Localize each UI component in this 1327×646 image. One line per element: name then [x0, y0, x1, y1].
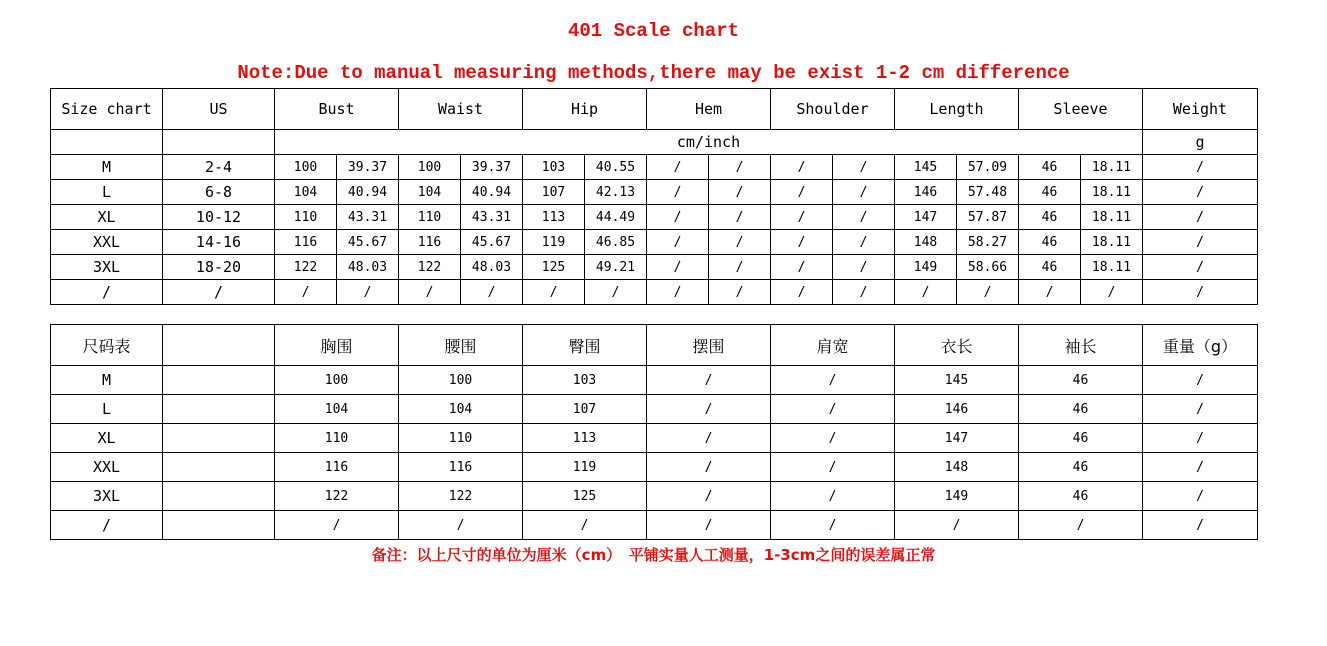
- measure-cell: /: [957, 280, 1019, 305]
- measure-cell: 46: [1019, 180, 1081, 205]
- header-size-chart: Size chart: [51, 89, 163, 130]
- weight-cell: /: [1143, 230, 1258, 255]
- unit-empty: [51, 130, 163, 155]
- measure-cell: 46: [1019, 395, 1143, 424]
- header-shoulder: Shoulder: [771, 89, 895, 130]
- measure-cell: /: [771, 255, 833, 280]
- size-cell: XXL: [51, 453, 163, 482]
- measure-cell: 146: [895, 395, 1019, 424]
- measure-cell: 103: [523, 155, 585, 180]
- measure-cell: 116: [275, 453, 399, 482]
- measure-cell: 110: [399, 424, 523, 453]
- weight-cell: /: [1143, 366, 1258, 395]
- header-length: Length: [895, 89, 1019, 130]
- header-hip: Hip: [523, 89, 647, 130]
- measure-cell: 116: [399, 230, 461, 255]
- measure-cell: 58.66: [957, 255, 1019, 280]
- us-size-cell: 18-20: [163, 255, 275, 280]
- measure-cell: 119: [523, 453, 647, 482]
- measure-cell: 148: [895, 230, 957, 255]
- measure-cell: 46: [1019, 424, 1143, 453]
- weight-cell: /: [1143, 453, 1258, 482]
- measure-cell: /: [833, 280, 895, 305]
- measure-cell: /: [647, 230, 709, 255]
- measure-cell: 57.87: [957, 205, 1019, 230]
- measure-cell: /: [833, 255, 895, 280]
- weight-cell: /: [1143, 395, 1258, 424]
- measure-cell: /: [647, 280, 709, 305]
- measure-cell: 39.37: [461, 155, 523, 180]
- size-cell: 3XL: [51, 255, 163, 280]
- unit-cm-inch: cm/inch: [275, 130, 1143, 155]
- measure-cell: /: [709, 255, 771, 280]
- table-row: [51, 155, 1258, 180]
- measure-cell: 122: [275, 255, 337, 280]
- table-row: [51, 395, 1258, 424]
- measure-cell: 40.94: [337, 180, 399, 205]
- size-cell: 3XL: [51, 482, 163, 511]
- measure-cell: /: [1019, 511, 1143, 540]
- measure-cell: /: [399, 280, 461, 305]
- measure-cell: /: [461, 280, 523, 305]
- measure-cell: 43.31: [337, 205, 399, 230]
- measure-cell: /: [523, 280, 585, 305]
- measure-cell: 104: [275, 180, 337, 205]
- table-row: [51, 280, 1258, 305]
- measure-cell: 57.09: [957, 155, 1019, 180]
- weight-cell: /: [1143, 180, 1258, 205]
- measure-cell: 46: [1019, 453, 1143, 482]
- unit-weight: g: [1143, 130, 1258, 155]
- measure-cell: 145: [895, 366, 1019, 395]
- size-cell: L: [51, 395, 163, 424]
- weight-cell: /: [1143, 511, 1258, 540]
- measure-cell: 58.27: [957, 230, 1019, 255]
- measure-cell: 18.11: [1081, 180, 1143, 205]
- header-empty-cn: [163, 325, 275, 366]
- measure-cell: /: [771, 366, 895, 395]
- size-cell: XL: [51, 205, 163, 230]
- measure-cell: 39.37: [337, 155, 399, 180]
- measure-cell: /: [771, 511, 895, 540]
- measure-cell: 100: [275, 155, 337, 180]
- measure-cell: /: [647, 155, 709, 180]
- header-row: [51, 89, 1258, 130]
- measure-cell: 122: [399, 482, 523, 511]
- measure-cell: /: [895, 280, 957, 305]
- measure-cell: /: [833, 155, 895, 180]
- measure-cell: 18.11: [1081, 155, 1143, 180]
- measure-cell: 18.11: [1081, 255, 1143, 280]
- measure-cell: /: [647, 511, 771, 540]
- measure-cell: /: [275, 280, 337, 305]
- measure-cell: /: [709, 155, 771, 180]
- measure-cell: /: [771, 453, 895, 482]
- measure-cell: 149: [895, 255, 957, 280]
- measure-cell: /: [647, 205, 709, 230]
- size-cell: XXL: [51, 230, 163, 255]
- measure-cell: /: [709, 280, 771, 305]
- measure-cell: 46: [1019, 230, 1081, 255]
- measure-cell: /: [771, 280, 833, 305]
- measure-cell: 149: [895, 482, 1019, 511]
- table-row: [51, 453, 1258, 482]
- measure-cell: /: [771, 155, 833, 180]
- measure-cell: 110: [275, 424, 399, 453]
- measure-cell: /: [647, 366, 771, 395]
- table-row: [51, 424, 1258, 453]
- measure-cell: 40.94: [461, 180, 523, 205]
- header-us: US: [163, 89, 275, 130]
- measure-cell: /: [337, 280, 399, 305]
- measure-cell: 57.48: [957, 180, 1019, 205]
- measure-cell: 18.11: [1081, 205, 1143, 230]
- measure-cell: /: [1081, 280, 1143, 305]
- header-row: [51, 325, 1258, 366]
- measure-cell: 104: [399, 180, 461, 205]
- measure-cell: /: [399, 511, 523, 540]
- us-size-cell: [163, 511, 275, 540]
- table-row: [51, 366, 1258, 395]
- weight-cell: /: [1143, 482, 1258, 511]
- measure-cell: /: [771, 482, 895, 511]
- us-size-cell: [163, 424, 275, 453]
- size-chart-chinese: [50, 324, 1258, 540]
- measure-cell: 45.67: [461, 230, 523, 255]
- measure-cell: 18.11: [1081, 230, 1143, 255]
- measure-cell: 103: [523, 366, 647, 395]
- us-size-cell: [163, 366, 275, 395]
- measure-cell: 44.49: [585, 205, 647, 230]
- measure-cell: 100: [399, 366, 523, 395]
- weight-cell: /: [1143, 205, 1258, 230]
- header-sleeve: Sleeve: [1019, 89, 1143, 130]
- us-size-cell: 6-8: [163, 180, 275, 205]
- header-weight: Weight: [1143, 89, 1258, 130]
- measure-cell: /: [771, 180, 833, 205]
- header-hip-cn: 臀围: [523, 325, 647, 366]
- measure-cell: /: [275, 511, 399, 540]
- measure-cell: 116: [399, 453, 523, 482]
- measure-cell: 100: [399, 155, 461, 180]
- measure-cell: 46: [1019, 366, 1143, 395]
- size-cell: /: [51, 280, 163, 305]
- measure-cell: 100: [275, 366, 399, 395]
- table-row: [51, 205, 1258, 230]
- measure-cell: 46: [1019, 205, 1081, 230]
- us-size-cell: 2-4: [163, 155, 275, 180]
- size-cell: L: [51, 180, 163, 205]
- header-waist: Waist: [399, 89, 523, 130]
- table-row: [51, 482, 1258, 511]
- measure-cell: 113: [523, 424, 647, 453]
- measure-cell: /: [771, 230, 833, 255]
- measure-cell: 48.03: [461, 255, 523, 280]
- measure-cell: 110: [399, 205, 461, 230]
- size-cell: /: [51, 511, 163, 540]
- weight-cell: /: [1143, 155, 1258, 180]
- measure-cell: /: [709, 205, 771, 230]
- measure-cell: /: [709, 180, 771, 205]
- measure-cell: /: [1019, 280, 1081, 305]
- table-row: [51, 255, 1258, 280]
- header-length-cn: 衣长: [895, 325, 1019, 366]
- measure-cell: 119: [523, 230, 585, 255]
- measure-cell: 147: [895, 205, 957, 230]
- header-sleeve-cn: 袖长: [1019, 325, 1143, 366]
- size-cell: M: [51, 155, 163, 180]
- header-hem-cn: 摆围: [647, 325, 771, 366]
- measure-cell: 46.85: [585, 230, 647, 255]
- weight-cell: /: [1143, 280, 1258, 305]
- us-size-cell: 10-12: [163, 205, 275, 230]
- measure-cell: /: [833, 230, 895, 255]
- measure-cell: /: [771, 424, 895, 453]
- size-cell: M: [51, 366, 163, 395]
- header-waist-cn: 腰围: [399, 325, 523, 366]
- us-size-cell: [163, 453, 275, 482]
- measure-cell: /: [647, 424, 771, 453]
- table-row: [51, 511, 1258, 540]
- measure-cell: 148: [895, 453, 1019, 482]
- measure-cell: /: [647, 482, 771, 511]
- header-size-chart-cn: 尺码表: [51, 325, 163, 366]
- measure-cell: 122: [275, 482, 399, 511]
- header-bust: Bust: [275, 89, 399, 130]
- measure-cell: /: [647, 180, 709, 205]
- measure-cell: /: [833, 205, 895, 230]
- measure-cell: 122: [399, 255, 461, 280]
- unit-empty: [163, 130, 275, 155]
- measure-cell: 42.13: [585, 180, 647, 205]
- us-size-cell: 14-16: [163, 230, 275, 255]
- measure-cell: 125: [523, 482, 647, 511]
- measure-cell: /: [709, 230, 771, 255]
- measure-cell: 147: [895, 424, 1019, 453]
- measure-cell: 46: [1019, 255, 1081, 280]
- measure-cell: /: [647, 255, 709, 280]
- measure-cell: 116: [275, 230, 337, 255]
- us-size-cell: [163, 482, 275, 511]
- measure-cell: 107: [523, 395, 647, 424]
- table-row: [51, 180, 1258, 205]
- measure-cell: /: [771, 205, 833, 230]
- measure-cell: /: [647, 395, 771, 424]
- measure-cell: 104: [399, 395, 523, 424]
- header-hem: Hem: [647, 89, 771, 130]
- chart-title: 401 Scale chart: [567, 20, 740, 42]
- measurement-note: Note:Due to manual measuring methods,there may be exist 1-2 cm difference: [237, 62, 1070, 84]
- header-shoulder-cn: 肩宽: [771, 325, 895, 366]
- unit-row: [51, 130, 1258, 155]
- measure-cell: /: [771, 395, 895, 424]
- measure-cell: /: [895, 511, 1019, 540]
- header-weight-cn: 重量（g）: [1143, 325, 1258, 366]
- weight-cell: /: [1143, 424, 1258, 453]
- measure-cell: /: [523, 511, 647, 540]
- measure-cell: 48.03: [337, 255, 399, 280]
- measure-cell: 43.31: [461, 205, 523, 230]
- measure-cell: 125: [523, 255, 585, 280]
- weight-cell: /: [1143, 255, 1258, 280]
- measure-cell: /: [833, 180, 895, 205]
- measure-cell: 113: [523, 205, 585, 230]
- us-size-cell: [163, 395, 275, 424]
- measure-cell: 107: [523, 180, 585, 205]
- size-cell: XL: [51, 424, 163, 453]
- us-size-cell: /: [163, 280, 275, 305]
- header-bust-cn: 胸围: [275, 325, 399, 366]
- measure-cell: /: [647, 453, 771, 482]
- footer-note: 备注：以上尺寸的单位为厘米（cm） 平铺实量人工测量，1-3cm之间的误差属正常: [371, 546, 936, 564]
- measure-cell: 104: [275, 395, 399, 424]
- measure-cell: 40.55: [585, 155, 647, 180]
- measure-cell: 110: [275, 205, 337, 230]
- measure-cell: 46: [1019, 155, 1081, 180]
- measure-cell: /: [585, 280, 647, 305]
- measure-cell: 45.67: [337, 230, 399, 255]
- measure-cell: 145: [895, 155, 957, 180]
- measure-cell: 49.21: [585, 255, 647, 280]
- table-row: [51, 230, 1258, 255]
- size-chart-english: [50, 88, 1258, 305]
- measure-cell: 46: [1019, 482, 1143, 511]
- measure-cell: 146: [895, 180, 957, 205]
